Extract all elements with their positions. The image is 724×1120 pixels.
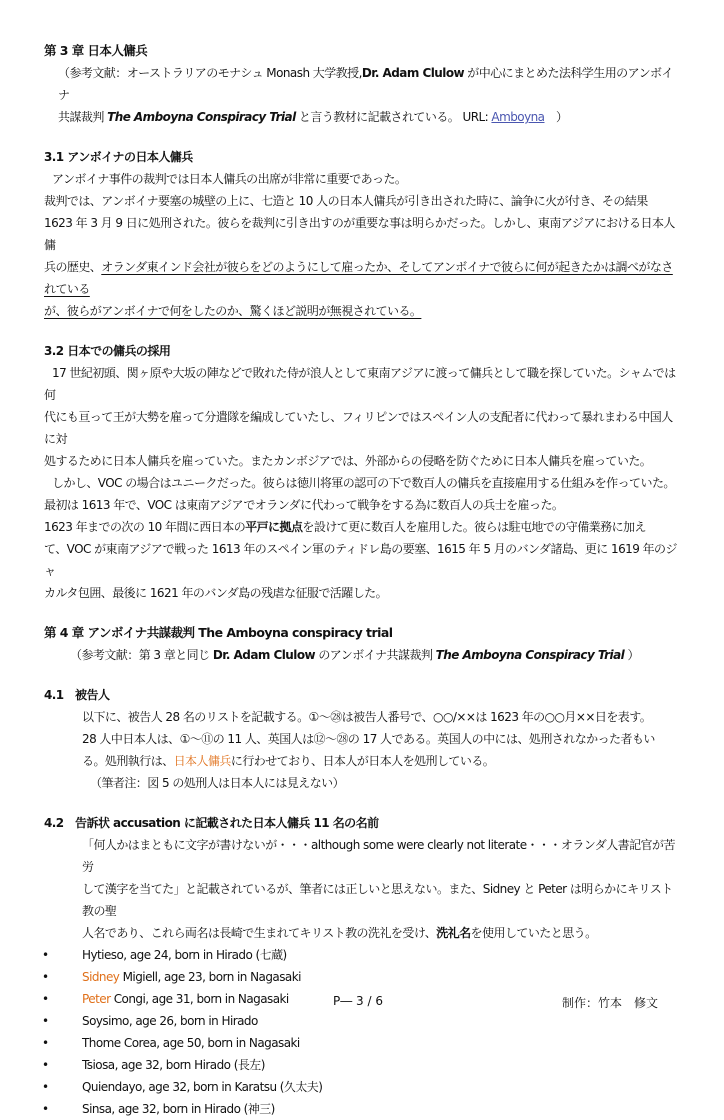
chapter-3-reference	[44, 62, 684, 106]
paragraph: 代にも亘って王が大勢を雇って分遣隊を編成していたし、フィリピンではスペイン人の支配者に代わって暴れまわる中国人に対	[44, 410, 673, 446]
paragraph: 裁判では、アンボイナ要塞の城壁の上に、七造と 10 人の日本人傭兵が引き出された時に、論争に火が付き、その結果	[44, 194, 648, 208]
document-page	[44, 40, 684, 1120]
list-item	[44, 944, 684, 966]
chapter-3-reference-2	[44, 106, 684, 128]
paragraph	[44, 750, 684, 772]
list-text: Soysimo, age 26, born in Hirado	[82, 1014, 258, 1028]
list-item	[44, 1076, 684, 1098]
list-item	[44, 966, 684, 988]
paragraph	[44, 256, 684, 300]
ref-text: ）	[624, 648, 639, 662]
paragraph: 最初は 1613 年で、VOC は東南アジアでオランダに代わって戦争をする為に数百人の兵士を雇った。	[44, 498, 564, 512]
bold-text: 洗礼名	[436, 926, 471, 940]
underlined-text: オランダ東インド会社が彼らをどのようにして雇ったか、そしてアンボイナで彼らに何が起きたかは調べがなされている	[44, 260, 673, 296]
paragraph: 「何人かはまともに文字が書けないが・・・although some were clearly not literate・・・オランダ人書記官が苦労	[82, 838, 675, 874]
ref-text: （参考文献：オーストラリアのモナシュ Monash 大学教授,	[58, 66, 362, 80]
paragraph: て、VOC が東南アジアで戦った 1613 年のスペイン軍のティドレ島の要塞、1615 年 5 月のバンダ諸島、更に 1619 年のジャ	[44, 542, 677, 578]
paragraph: 以下に、被告人 28 名のリストを記載する。①～㉘は被告人番号で、○○/××は 1623 年の○○月××日を表す。	[82, 710, 652, 724]
paragraph: 処するために日本人傭兵を雇っていた。またカンボジアでは、外部からの侵略を防ぐために日本人傭兵を雇っていた。	[44, 454, 652, 468]
ref-text: のアンボイナ共謀裁判	[315, 648, 436, 662]
list-text: Sinsa, age 32, born in Hirado (神三)	[82, 1102, 275, 1116]
text: を使用していたと思う。	[470, 926, 597, 940]
list-text: Migiell, age 23, born in Nagasaki	[119, 970, 301, 984]
text: 兵の歴史、	[44, 260, 102, 274]
list-text: Hytieso, age 24, born in Hirado (七蔵)	[82, 948, 287, 962]
list-item	[44, 1032, 684, 1054]
chapter-3-title: 第 3 章 日本人傭兵	[44, 43, 148, 58]
ref-title: The Amboyna Conspiracy Trial	[107, 110, 296, 124]
name-highlight: Sidney	[82, 970, 120, 984]
text: 1623 年までの次の 10 年間に西日本の	[44, 520, 246, 534]
paragraph: して漢字を当てた」と記載されているが、筆者には正しいと思えない。また、Sidney と Peter は明らかにキリスト教の聖	[82, 882, 673, 918]
list-text: Tsiosa, age 32, born Hirado (長左)	[82, 1058, 265, 1072]
paragraph	[44, 516, 684, 538]
note: （筆者注：図 5 の処刑人は日本人には見えない）	[90, 776, 345, 790]
list-item	[44, 1054, 684, 1076]
ref-title: The Amboyna Conspiracy Trial	[435, 648, 625, 662]
list-item	[44, 1098, 684, 1120]
page-number: P― 3 / 6	[333, 994, 383, 1008]
chapter-4-reference	[44, 644, 684, 666]
section-3-2-title: 3.2 日本での傭兵の採用	[44, 344, 171, 358]
text: 人名であり、これら両名は長崎で生まれてキリスト教の洗礼を受け、	[82, 926, 437, 940]
highlighted-text: 日本人傭兵	[173, 754, 231, 768]
text: を設けて更に数百人を雇用した。彼らは駐屯地での守備業務に加え	[302, 520, 646, 534]
paragraph: 28 人中日本人は、①～⑪の 11 人、英国人は⑫～㉘の 17 人である。英国人の中には、処刑されなかった者もい	[82, 732, 655, 746]
author-credit: 制作：竹本 修文	[562, 996, 659, 1010]
text: る。処刑執行は、	[82, 754, 174, 768]
list-text: Congi, age 31, born in Nagasaki	[110, 992, 289, 1006]
mercenary-list	[44, 944, 684, 1120]
paragraph: しかし、VOC の場合はユニークだった。彼らは徳川将軍の認可の下で数百人の傭兵を直接雇用する仕組みを作っていた。	[52, 476, 675, 490]
paragraph	[44, 922, 684, 944]
paragraph: カルタ包囲、最後に 1621 年のバンダ島の残虐な征服で活躍した。	[44, 586, 388, 600]
section-3-1-title: 3.1 アンボイナの日本人傭兵	[44, 150, 193, 164]
amboyna-link[interactable]: Amboyna	[491, 110, 545, 124]
ref-author: Dr. Adam Clulow	[361, 66, 465, 80]
paragraph: 1623 年 3 月 9 日に処刑された。彼らを裁判に引き出すのが重要な事は明らかだった。しかし、東南アジアにおける日本人傭	[44, 216, 675, 252]
chapter-4-title: 第 4 章 アンボイナ共謀裁判 The Amboyna conspiracy trial	[44, 625, 393, 640]
ref-text: 共謀裁判	[58, 110, 108, 124]
list-item	[44, 1010, 684, 1032]
section-4-1-title: 4.1 被告人	[44, 688, 110, 702]
paragraph: 17 世紀初頭、関ヶ原や大坂の陣などで敗れた侍が浪人として東南アジアに渡って傭兵として職を探していた。シャムでは何	[44, 366, 676, 402]
list-text: Quiendayo, age 32, born in Karatsu (久太夫)	[82, 1080, 323, 1094]
section-4-2-title: 4.2 告訴状 accusation に記載された日本人傭兵 11 名の名前	[44, 816, 379, 830]
bold-text: 平戸に拠点	[245, 520, 303, 534]
ref-text: と言う教材に記載されている。 URL:	[295, 110, 492, 124]
paragraph: アンボイナ事件の裁判では日本人傭兵の出席が非常に重要であった。	[52, 172, 407, 186]
text: に行わせており、日本人が日本人を処刑している。	[230, 754, 495, 768]
list-text: Thome Corea, age 50, born in Nagasaki	[82, 1036, 300, 1050]
ref-author: Dr. Adam Clulow	[212, 648, 316, 662]
ref-text: ）	[544, 110, 568, 124]
underlined-paragraph: が、彼らがアンボイナで何をしたのか、驚くほど説明が無視されている。	[44, 304, 422, 318]
name-highlight: Peter	[82, 992, 111, 1006]
ref-text: （参考文献：第 3 章と同じ	[70, 648, 213, 662]
ref-text: が中心にまとめた法科学生用のアンボイナ	[58, 66, 673, 102]
